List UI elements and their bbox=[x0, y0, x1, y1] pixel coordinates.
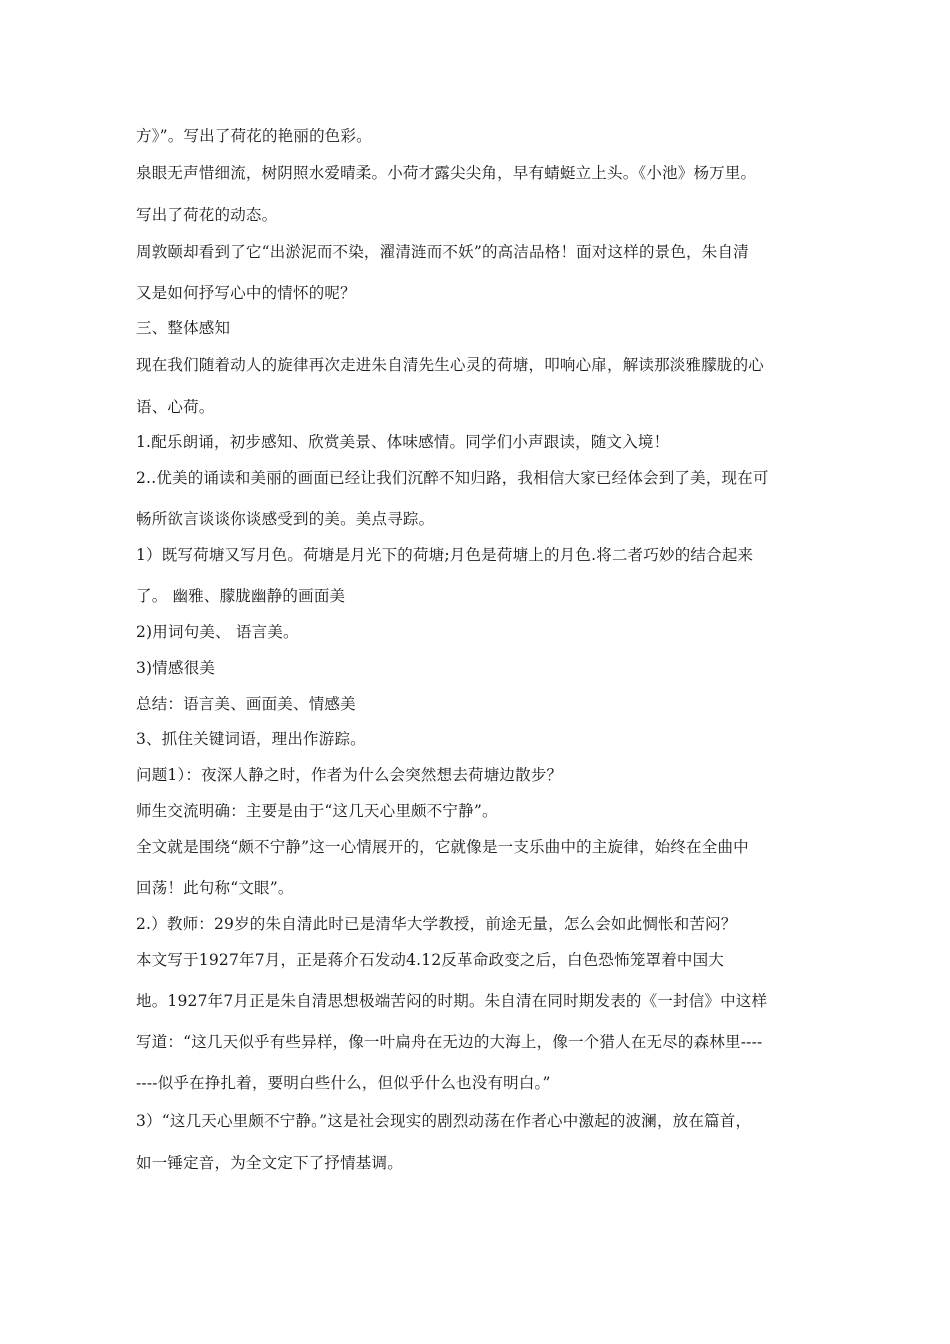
text-line: 方》”。写出了荷花的艳丽的色彩。 bbox=[136, 127, 372, 145]
text-line: 畅所欲言谈谈你谈感受到的美。美点寻踪。 bbox=[136, 510, 435, 528]
text-line: 2.）教师：29岁的朱自清此时已是清华大学教授，前途无量，怎么会如此惆怅和苦闷？ bbox=[136, 915, 737, 933]
text-line: 2..优美的诵读和美丽的画面已经让我们沉醉不知归路，我相信大家已经体会到了美，现在可 bbox=[136, 469, 769, 487]
text-line: ----似乎在挣扎着，要明白些什么，但似乎什么也没有明白。” bbox=[136, 1074, 551, 1092]
text-line: 现在我们随着动人的旋律再次走进朱自清先生心灵的荷塘，叩响心扉，解读那淡雅朦胧的心 bbox=[136, 356, 765, 374]
text-line: 1）既写荷塘又写月色。荷塘是月光下的荷塘;月色是荷塘上的月色.将二者巧妙的结合起来 bbox=[136, 546, 754, 564]
text-line: 了。 幽雅、朦胧幽静的画面美 bbox=[136, 587, 346, 605]
text-line: 写道：“这几天似乎有些异样，像一叶扁舟在无边的大海上，像一个猎人在无尽的森林里---- bbox=[136, 1033, 763, 1051]
text-line: 语、心荷。 bbox=[136, 398, 215, 416]
text-line: 周敦颐却看到了它“出淤泥而不染，濯清涟而不妖”的高洁品格！面对这样的景色，朱自清 bbox=[136, 243, 749, 261]
text-line: 1.配乐朗诵，初步感知、欣赏美景、体味感情。同学们小声跟读，随文入境！ bbox=[136, 433, 670, 451]
text-line: 2)用词句美、 语言美。 bbox=[136, 623, 299, 641]
text-line: 地。1927年7月正是朱自清思想极端苦闷的时期。朱自清在同时期发表的《一封信》中这样 bbox=[136, 992, 768, 1010]
text-line: 3）“这几天心里颇不宁静。”这是社会现实的剧烈动荡在作者心中激起的波澜，放在篇首， bbox=[136, 1112, 752, 1130]
text-line: 泉眼无声惜细流，树阴照水爱晴柔。小荷才露尖尖角，早有蜻蜓立上头。《小池》杨万里。 bbox=[136, 164, 757, 182]
text-line: 3)情感很美 bbox=[136, 659, 216, 677]
text-line: 问题1）：夜深人静之时，作者为什么会突然想去荷塘边散步？ bbox=[136, 766, 563, 784]
text-line: 全文就是围绕“颇不宁静”这一心情展开的，它就像是一支乐曲中的主旋律，始终在全曲中 bbox=[136, 838, 749, 856]
text-line: 师生交流明确：主要是由于“这几天心里颇不宁静”。 bbox=[136, 802, 498, 820]
text-line: 又是如何抒写心中的情怀的呢？ bbox=[136, 284, 356, 302]
text-line: 总结：语言美、画面美、情感美 bbox=[136, 695, 356, 713]
text-line: 写出了荷花的动态。 bbox=[136, 206, 278, 224]
text-line: 回荡！此句称“文眼”。 bbox=[136, 879, 294, 897]
text-line: 本文写于1927年7月，正是蒋介石发动4.12反革命政变之后，白色恐怖笼罩着中国大 bbox=[136, 951, 725, 969]
text-line: 如一锤定音，为全文定下了抒情基调。 bbox=[136, 1154, 403, 1172]
section-heading: 三、整体感知 bbox=[136, 319, 231, 337]
text-line: 3、抓住关键词语，理出作游踪。 bbox=[136, 730, 366, 748]
